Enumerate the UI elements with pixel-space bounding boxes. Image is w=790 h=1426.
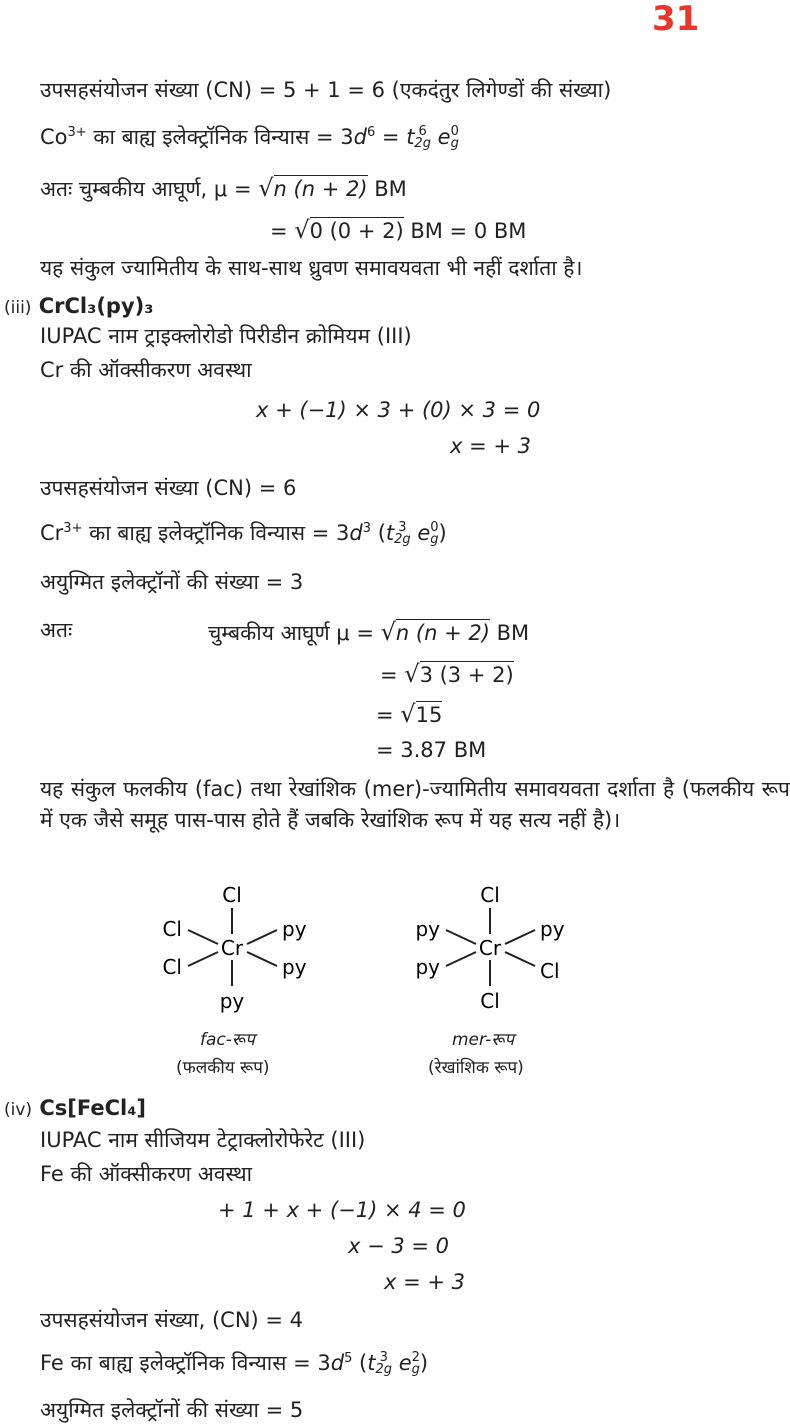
mer-left-up: py: [415, 917, 440, 941]
fac-right-up: py: [282, 917, 307, 941]
co-d-exp: 6: [366, 125, 376, 140]
iii-mu-label: चुम्बकीय आघूर्ण μ =: [208, 621, 374, 645]
iii-mu-step2-radicand: 15: [415, 703, 443, 727]
cr-symbol: Cr: [40, 521, 64, 545]
mer-right-up: py: [540, 917, 565, 941]
cr-config-text: का बाह्य इलेक्ट्रॉनिक विन्यास = 3: [89, 521, 350, 545]
fac-structure: [150, 880, 350, 1040]
iii-mu-step3: = 3.87 BM: [376, 738, 487, 762]
iii-iupac: IUPAC नाम ट्राइक्लोरोडो पिरीडीन क्रोमियम (III): [40, 324, 412, 348]
mer-top: Cl: [480, 883, 500, 907]
iv-ox-heading: Fe की ऑक्सीकरण अवस्था: [40, 1162, 253, 1186]
fac-caption: fac-रूप: [200, 1030, 255, 1050]
fac-left-down: Cl: [162, 955, 182, 979]
co-isomer-note: यह संकुल ज्यामितीय के साथ-साथ ध्रुवण समावयवता भी नहीं दर्शाता है।: [40, 256, 583, 280]
cn-co-line: उपसहसंयोजन संख्या (CN) = 5 + 1 = 6 (एकदंतुर लिगेण्डों की संख्या): [40, 78, 612, 102]
co-mu-calc: = √0 (0 + 2) BM = 0 BM: [270, 216, 527, 244]
iii-eq1: x + (−1) × 3 + (0) × 3 = 0: [256, 398, 541, 422]
fac-right-down: py: [282, 955, 307, 979]
iv-eq3: x = + 3: [384, 1270, 466, 1294]
co-mu-radicand: 0 (0 + 2): [309, 219, 404, 243]
fac-bottom: py: [219, 989, 245, 1013]
iii-mu-step1: = √3 (3 + 2): [380, 660, 514, 688]
iv-config-line: Fe का बाह्य इलेक्ट्रॉनिक विन्यास = $3d^5$ (t 3 2g e2 g): [40, 1350, 429, 1377]
co-mu-result: BM = 0 BM: [410, 219, 527, 243]
iv-cn: उपसहसंयोजन संख्या, (CN) = 4: [40, 1308, 304, 1332]
mer-bottom: Cl: [480, 989, 500, 1013]
section-iii-formula: CrCl₃(py)₃: [38, 294, 154, 318]
co-t2g-exp: 6: [418, 124, 427, 139]
section-iii-label: (iii): [4, 298, 32, 318]
mu-formula: n (n + 2): [273, 177, 368, 201]
fac-top: Cl: [222, 883, 242, 907]
fac-center: Cr: [220, 936, 244, 960]
iv-eq1: + 1 + x + (−1) × 4 = 0: [218, 1198, 466, 1222]
co-symbol: Co: [40, 125, 68, 149]
cr-charge: 3+: [63, 521, 83, 536]
co-charge: 3+: [67, 125, 87, 140]
fe-t2g-exp: 3: [379, 1350, 388, 1365]
iii-mu-step2: = √15: [376, 700, 443, 728]
cr-eg-exp: 0: [430, 520, 439, 535]
fac-caption-hindi: (फलकीय रूप): [176, 1058, 270, 1078]
section-iv-heading: [4, 1098, 146, 1119]
iii-isomer-note: यह संकुल फलकीय (fac) तथा रेखांशिक (mer)-ज्यामितीय समावयवता दर्शाता है (फलकीय रूप में एक जैसे समूह पास-पास होते हैं जबकि रेखांशिक रूप में यह सत्य नहीं है)।: [40, 777, 790, 832]
iii-ox-heading: Cr की ऑक्सीकरण अवस्था: [40, 358, 252, 382]
section-iii-heading: [4, 296, 153, 317]
co-eg-exp: 0: [450, 124, 459, 139]
cr-t2g-exp: 3: [398, 520, 407, 535]
iv-eq2: x − 3 = 0: [348, 1234, 450, 1258]
mu-label: अतः चुम्बकीय आघूर्ण, μ =: [40, 177, 252, 201]
fe-config-text: Fe का बाह्य इलेक्ट्रॉनिक विन्यास = 3: [40, 1351, 331, 1375]
mer-caption: mer-रूप: [452, 1030, 515, 1050]
page-number: 31: [652, 0, 700, 39]
iii-mu-formula: n (n + 2): [395, 621, 490, 645]
iii-atah: अतः: [40, 618, 73, 642]
iii-unpaired: अयुग्मित इलेक्ट्रॉनों की संख्या = 3: [40, 570, 304, 594]
mer-center: Cr: [478, 936, 502, 960]
co-config-line: $Co^{3+}$ का बाह्य इलेक्ट्रॉनिक विन्यास = $3d^6 = t$ 6 2g e0 g: [40, 124, 459, 151]
iii-mu-unit: BM: [496, 621, 530, 645]
mer-structure: [410, 880, 610, 1040]
mu-unit: BM: [374, 177, 407, 201]
fe-d-exp: 5: [344, 1351, 353, 1366]
mer-caption-hindi: (रेखांशिक रूप): [428, 1058, 524, 1078]
fe-eg-exp: 2: [411, 1350, 420, 1365]
iii-mu-line: चुम्बकीय आघूर्ण μ = √n (n + 2) BM: [208, 618, 530, 646]
co-mu-line: अतः चुम्बकीय आघूर्ण, μ = √n (n + 2) BM: [40, 174, 407, 202]
section-iv-label: (iv): [4, 1100, 33, 1120]
mer-right-down: Cl: [540, 959, 560, 983]
iv-unpaired: अयुग्मित इलेक्ट्रॉनों की संख्या = 5: [40, 1398, 304, 1422]
mer-left-down: py: [415, 955, 440, 979]
iii-cn: उपसहसंयोजन संख्या (CN) = 6: [40, 476, 297, 500]
fac-left-up: Cl: [162, 917, 182, 941]
section-iv-formula: Cs[FeCl₄]: [39, 1096, 147, 1120]
iv-iupac: IUPAC नाम सीजियम टेट्राक्लोरोफेरेट (III): [40, 1128, 366, 1152]
co-config-text: का बाह्य इलेक्ट्रॉनिक विन्यास = 3: [93, 125, 354, 149]
iii-config-line: $Cr^{3+}$ का बाह्य इलेक्ट्रॉनिक विन्यास = $3d^3$ (t 3 2g e0 g): [40, 520, 447, 547]
cr-d-exp: 3: [362, 521, 372, 536]
iii-eq2: x = + 3: [450, 434, 532, 458]
iii-mu-step1-radicand: 3 (3 + 2): [419, 663, 514, 687]
